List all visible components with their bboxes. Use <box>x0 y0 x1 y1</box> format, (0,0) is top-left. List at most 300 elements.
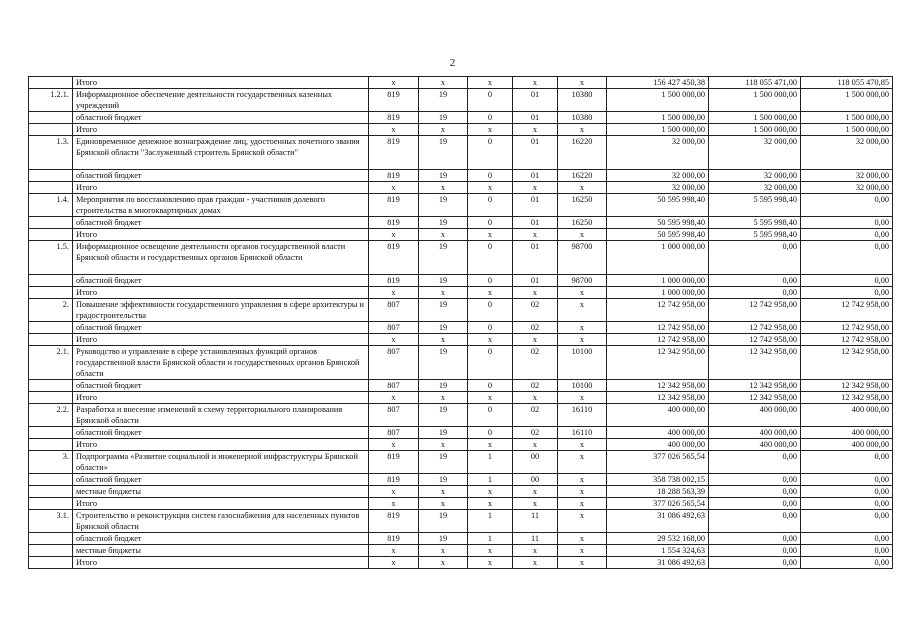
amount-year3-cell: 12 742 958,00 <box>801 334 893 346</box>
code-program-cell: x <box>419 124 468 136</box>
code-program-cell: 19 <box>419 322 468 334</box>
code-gp-cell: 807 <box>369 299 419 322</box>
row-name-cell: Итого <box>73 439 369 451</box>
code-program-cell: 19 <box>419 346 468 380</box>
row-number-cell <box>29 217 73 229</box>
amount-year2-cell: 400 000,00 <box>709 427 801 439</box>
amount-year1-cell: 156 427 450,38 <box>607 77 709 89</box>
amount-year1-cell: 18 288 563,39 <box>607 486 709 498</box>
code-program-cell: 19 <box>419 404 468 427</box>
amount-year1-cell: 12 342 958,00 <box>607 392 709 404</box>
amount-year3-cell: 12 342 958,00 <box>801 346 893 380</box>
amount-year3-cell: 1 500 000,00 <box>801 112 893 124</box>
amount-year3-cell: 0,00 <box>801 451 893 474</box>
amount-year3-cell: 0,00 <box>801 557 893 569</box>
code-subprogram-cell: 1 <box>468 533 513 545</box>
amount-year3-cell: 400 000,00 <box>801 404 893 427</box>
code-program-cell: x <box>419 392 468 404</box>
row-number-cell: 2.1. <box>29 346 73 380</box>
amount-year3-cell: 118 055 470,85 <box>801 77 893 89</box>
amount-year1-cell: 31 086 492,63 <box>607 510 709 533</box>
amount-year1-cell: 377 026 565,54 <box>607 498 709 510</box>
row-name-cell: Мероприятия по восстановлению прав граждан - участников долевого строительства в многоквартирных домах <box>73 194 369 217</box>
code-direction-cell: x <box>558 124 607 136</box>
code-program-cell: x <box>419 287 468 299</box>
code-gp-cell: 807 <box>369 427 419 439</box>
amount-year1-cell: 12 342 958,00 <box>607 346 709 380</box>
code-subprogram-cell: 1 <box>468 451 513 474</box>
amount-year3-cell: 0,00 <box>801 287 893 299</box>
row-number-cell <box>29 112 73 124</box>
code-gp-cell: 807 <box>369 404 419 427</box>
code-main-event-cell: x <box>513 334 558 346</box>
row-number-cell: 3.1. <box>29 510 73 533</box>
amount-year3-cell: 32 000,00 <box>801 182 893 194</box>
code-main-event-cell: x <box>513 486 558 498</box>
row-name-cell: Итого <box>73 334 369 346</box>
amount-year1-cell: 50 595 998,40 <box>607 229 709 241</box>
table-row <box>29 404 893 427</box>
amount-year2-cell: 32 000,00 <box>709 136 801 170</box>
code-gp-cell: x <box>369 182 419 194</box>
code-subprogram-cell: 0 <box>468 380 513 392</box>
table-row <box>29 217 893 229</box>
code-program-cell: x <box>419 439 468 451</box>
amount-year1-cell: 1 000 000,00 <box>607 241 709 275</box>
code-main-event-cell: x <box>513 229 558 241</box>
table-row <box>29 194 893 217</box>
amount-year2-cell: 0,00 <box>709 241 801 275</box>
code-direction-cell: x <box>558 229 607 241</box>
amount-year3-cell: 0,00 <box>801 241 893 275</box>
row-name-cell: областной бюджет <box>73 533 369 545</box>
table-row <box>29 533 893 545</box>
code-subprogram-cell: 0 <box>468 346 513 380</box>
amount-year2-cell: 400 000,00 <box>709 439 801 451</box>
row-name-cell: местные бюджеты <box>73 545 369 557</box>
row-name-cell: Итого <box>73 392 369 404</box>
code-main-event-cell: 01 <box>513 170 558 182</box>
amount-year1-cell: 29 532 168,00 <box>607 533 709 545</box>
table-row <box>29 124 893 136</box>
amount-year3-cell: 0,00 <box>801 510 893 533</box>
code-main-event-cell: 02 <box>513 322 558 334</box>
table-row <box>29 229 893 241</box>
code-program-cell: x <box>419 557 468 569</box>
code-gp-cell: 819 <box>369 533 419 545</box>
code-direction-cell: 98700 <box>558 241 607 275</box>
amount-year2-cell: 1 500 000,00 <box>709 89 801 112</box>
row-number-cell: 2. <box>29 299 73 322</box>
code-program-cell: 19 <box>419 194 468 217</box>
code-program-cell: 19 <box>419 533 468 545</box>
code-gp-cell: 819 <box>369 136 419 170</box>
code-main-event-cell: 00 <box>513 451 558 474</box>
amount-year2-cell: 0,00 <box>709 287 801 299</box>
code-gp-cell: 819 <box>369 275 419 287</box>
amount-year2-cell: 5 595 998,40 <box>709 194 801 217</box>
amount-year2-cell: 0,00 <box>709 486 801 498</box>
code-direction-cell: x <box>558 322 607 334</box>
row-name-cell: областной бюджет <box>73 217 369 229</box>
row-name-cell: Итого <box>73 77 369 89</box>
amount-year2-cell: 12 342 958,00 <box>709 392 801 404</box>
table-row <box>29 439 893 451</box>
code-gp-cell: x <box>369 392 419 404</box>
code-gp-cell: 819 <box>369 194 419 217</box>
code-subprogram-cell: 0 <box>468 112 513 124</box>
code-direction-cell: 16250 <box>558 194 607 217</box>
row-number-cell <box>29 77 73 89</box>
amount-year3-cell: 0,00 <box>801 498 893 510</box>
table-row <box>29 486 893 498</box>
table-row <box>29 557 893 569</box>
code-program-cell: 19 <box>419 170 468 182</box>
code-main-event-cell: 02 <box>513 346 558 380</box>
row-number-cell: 3. <box>29 451 73 474</box>
amount-year1-cell: 1 500 000,00 <box>607 89 709 112</box>
code-gp-cell: x <box>369 557 419 569</box>
code-direction-cell: x <box>558 510 607 533</box>
code-direction-cell: 10100 <box>558 380 607 392</box>
row-number-cell: 1.3. <box>29 136 73 170</box>
amount-year3-cell: 0,00 <box>801 474 893 486</box>
row-number-cell <box>29 124 73 136</box>
table-row <box>29 112 893 124</box>
code-subprogram-cell: 0 <box>468 299 513 322</box>
row-name-cell: областной бюджет <box>73 474 369 486</box>
amount-year3-cell: 32 000,00 <box>801 170 893 182</box>
row-name-cell: Единовременное денежное вознаграждение лиц, удостоенных почетного звания Брянской области "Заслуженный строитель Брянской области" <box>73 136 369 170</box>
amount-year1-cell: 32 000,00 <box>607 170 709 182</box>
amount-year1-cell: 358 738 002,15 <box>607 474 709 486</box>
amount-year2-cell: 0,00 <box>709 451 801 474</box>
row-name-cell: областной бюджет <box>73 427 369 439</box>
code-gp-cell: 819 <box>369 112 419 124</box>
code-program-cell: 19 <box>419 112 468 124</box>
code-main-event-cell: 01 <box>513 136 558 170</box>
code-subprogram-cell: 0 <box>468 136 513 170</box>
code-gp-cell: x <box>369 229 419 241</box>
code-subprogram-cell: 0 <box>468 275 513 287</box>
code-program-cell: x <box>419 77 468 89</box>
row-name-cell: Итого <box>73 182 369 194</box>
amount-year2-cell: 0,00 <box>709 510 801 533</box>
code-subprogram-cell: x <box>468 557 513 569</box>
code-subprogram-cell: x <box>468 124 513 136</box>
code-main-event-cell: 02 <box>513 299 558 322</box>
code-direction-cell: x <box>558 439 607 451</box>
budget-table <box>28 76 893 569</box>
row-name-cell: областной бюджет <box>73 170 369 182</box>
amount-year3-cell: 400 000,00 <box>801 427 893 439</box>
table-row <box>29 299 893 322</box>
code-direction-cell: x <box>558 557 607 569</box>
code-direction-cell: 10380 <box>558 112 607 124</box>
code-program-cell: 19 <box>419 427 468 439</box>
table-row <box>29 136 893 170</box>
row-number-cell <box>29 557 73 569</box>
code-program-cell: 19 <box>419 380 468 392</box>
code-subprogram-cell: 0 <box>468 217 513 229</box>
row-name-cell: Итого <box>73 557 369 569</box>
code-direction-cell: x <box>558 299 607 322</box>
amount-year2-cell: 0,00 <box>709 557 801 569</box>
table-row <box>29 510 893 533</box>
row-name-cell: областной бюджет <box>73 380 369 392</box>
code-main-event-cell: x <box>513 124 558 136</box>
amount-year2-cell: 12 342 958,00 <box>709 346 801 380</box>
code-gp-cell: x <box>369 498 419 510</box>
amount-year3-cell: 12 342 958,00 <box>801 392 893 404</box>
code-program-cell: 19 <box>419 451 468 474</box>
code-direction-cell: x <box>558 182 607 194</box>
code-direction-cell: x <box>558 392 607 404</box>
code-main-event-cell: x <box>513 498 558 510</box>
code-program-cell: 19 <box>419 510 468 533</box>
code-direction-cell: 16110 <box>558 404 607 427</box>
code-subprogram-cell: x <box>468 287 513 299</box>
code-direction-cell: x <box>558 533 607 545</box>
row-name-cell: Итого <box>73 498 369 510</box>
table-row <box>29 427 893 439</box>
table-row <box>29 346 893 380</box>
code-subprogram-cell: 0 <box>468 427 513 439</box>
code-subprogram-cell: 0 <box>468 404 513 427</box>
code-direction-cell: 16250 <box>558 217 607 229</box>
code-direction-cell: x <box>558 474 607 486</box>
code-main-event-cell: x <box>513 77 558 89</box>
code-main-event-cell: 11 <box>513 510 558 533</box>
table-row <box>29 241 893 275</box>
table-row <box>29 322 893 334</box>
row-name-cell: Строительство и реконструкция систем газоснабжения для населенных пунктов Брянской области <box>73 510 369 533</box>
row-number-cell <box>29 486 73 498</box>
code-program-cell: x <box>419 334 468 346</box>
code-subprogram-cell: x <box>468 392 513 404</box>
code-main-event-cell: 01 <box>513 241 558 275</box>
amount-year2-cell: 5 595 998,40 <box>709 229 801 241</box>
row-name-cell: Разработка и внесение изменений в схему территориального планирования Брянской области <box>73 404 369 427</box>
amount-year1-cell: 1 554 324,63 <box>607 545 709 557</box>
code-direction-cell: 16110 <box>558 427 607 439</box>
code-gp-cell: x <box>369 124 419 136</box>
code-gp-cell: x <box>369 287 419 299</box>
amount-year2-cell: 32 000,00 <box>709 182 801 194</box>
code-gp-cell: x <box>369 545 419 557</box>
amount-year1-cell: 400 000,00 <box>607 439 709 451</box>
row-name-cell: Повышение эффективности государственного управления в сфере архитектуры и градостроительства <box>73 299 369 322</box>
code-subprogram-cell: 0 <box>468 194 513 217</box>
code-gp-cell: 819 <box>369 474 419 486</box>
row-number-cell <box>29 334 73 346</box>
code-main-event-cell: 02 <box>513 427 558 439</box>
code-main-event-cell: 02 <box>513 380 558 392</box>
code-gp-cell: 807 <box>369 322 419 334</box>
amount-year2-cell: 118 055 471,00 <box>709 77 801 89</box>
row-number-cell <box>29 533 73 545</box>
amount-year1-cell: 31 086 492,63 <box>607 557 709 569</box>
row-number-cell <box>29 498 73 510</box>
table-row <box>29 77 893 89</box>
row-name-cell: Итого <box>73 229 369 241</box>
code-main-event-cell: 01 <box>513 217 558 229</box>
row-number-cell <box>29 439 73 451</box>
amount-year3-cell: 0,00 <box>801 533 893 545</box>
row-name-cell: областной бюджет <box>73 322 369 334</box>
table-row <box>29 392 893 404</box>
code-direction-cell: x <box>558 545 607 557</box>
amount-year1-cell: 400 000,00 <box>607 404 709 427</box>
amount-year3-cell: 1 500 000,00 <box>801 124 893 136</box>
code-main-event-cell: x <box>513 182 558 194</box>
code-direction-cell: x <box>558 334 607 346</box>
table-row <box>29 275 893 287</box>
code-subprogram-cell: x <box>468 498 513 510</box>
code-program-cell: 19 <box>419 241 468 275</box>
row-name-cell: Руководство и управление в сфере установленных функций органов государственной власти Брянской области и государственных органов Брянской области <box>73 346 369 380</box>
code-subprogram-cell: 0 <box>468 89 513 112</box>
code-program-cell: 19 <box>419 136 468 170</box>
code-subprogram-cell: x <box>468 334 513 346</box>
row-name-cell: Итого <box>73 124 369 136</box>
amount-year2-cell: 400 000,00 <box>709 404 801 427</box>
amount-year1-cell: 377 026 565,54 <box>607 451 709 474</box>
code-program-cell: 19 <box>419 299 468 322</box>
code-main-event-cell: 11 <box>513 533 558 545</box>
row-number-cell <box>29 474 73 486</box>
code-program-cell: 19 <box>419 474 468 486</box>
code-program-cell: x <box>419 486 468 498</box>
code-direction-cell: 10100 <box>558 346 607 380</box>
amount-year3-cell: 12 342 958,00 <box>801 380 893 392</box>
code-program-cell: x <box>419 498 468 510</box>
amount-year2-cell: 12 742 958,00 <box>709 299 801 322</box>
code-subprogram-cell: x <box>468 486 513 498</box>
amount-year3-cell: 32 000,00 <box>801 136 893 170</box>
row-name-cell: областной бюджет <box>73 112 369 124</box>
table-row <box>29 545 893 557</box>
table-row <box>29 334 893 346</box>
amount-year2-cell: 12 342 958,00 <box>709 380 801 392</box>
row-number-cell: 1.2.1. <box>29 89 73 112</box>
code-subprogram-cell: 0 <box>468 170 513 182</box>
table-row <box>29 380 893 392</box>
code-main-event-cell: x <box>513 287 558 299</box>
row-name-cell: областной бюджет <box>73 275 369 287</box>
amount-year2-cell: 12 742 958,00 <box>709 334 801 346</box>
row-number-cell <box>29 427 73 439</box>
amount-year3-cell: 0,00 <box>801 275 893 287</box>
code-subprogram-cell: 1 <box>468 474 513 486</box>
code-gp-cell: 819 <box>369 241 419 275</box>
table-row <box>29 498 893 510</box>
amount-year3-cell: 0,00 <box>801 545 893 557</box>
code-subprogram-cell: 0 <box>468 322 513 334</box>
amount-year3-cell: 0,00 <box>801 486 893 498</box>
code-main-event-cell: 01 <box>513 275 558 287</box>
code-main-event-cell: x <box>513 439 558 451</box>
code-direction-cell: x <box>558 498 607 510</box>
amount-year1-cell: 400 000,00 <box>607 427 709 439</box>
code-subprogram-cell: 1 <box>468 510 513 533</box>
amount-year2-cell: 0,00 <box>709 533 801 545</box>
code-program-cell: x <box>419 229 468 241</box>
code-direction-cell: x <box>558 486 607 498</box>
code-gp-cell: 819 <box>369 217 419 229</box>
code-main-event-cell: x <box>513 392 558 404</box>
amount-year1-cell: 12 742 958,00 <box>607 322 709 334</box>
amount-year3-cell: 1 500 000,00 <box>801 89 893 112</box>
amount-year3-cell: 12 742 958,00 <box>801 299 893 322</box>
code-subprogram-cell: x <box>468 182 513 194</box>
code-direction-cell: 16220 <box>558 170 607 182</box>
row-number-cell <box>29 287 73 299</box>
row-number-cell <box>29 545 73 557</box>
amount-year3-cell: 400 000,00 <box>801 439 893 451</box>
table-row <box>29 287 893 299</box>
row-number-cell: 1.4. <box>29 194 73 217</box>
row-number-cell <box>29 392 73 404</box>
code-direction-cell: x <box>558 77 607 89</box>
amount-year2-cell: 32 000,00 <box>709 170 801 182</box>
code-gp-cell: 819 <box>369 451 419 474</box>
code-direction-cell: 16220 <box>558 136 607 170</box>
amount-year1-cell: 1 000 000,00 <box>607 275 709 287</box>
budget-table-body <box>29 77 893 569</box>
code-program-cell: 19 <box>419 275 468 287</box>
code-main-event-cell: 02 <box>513 404 558 427</box>
code-subprogram-cell: 0 <box>468 241 513 275</box>
amount-year1-cell: 1 500 000,00 <box>607 112 709 124</box>
code-gp-cell: 819 <box>369 89 419 112</box>
code-main-event-cell: 01 <box>513 194 558 217</box>
table-row <box>29 182 893 194</box>
code-gp-cell: x <box>369 334 419 346</box>
row-number-cell <box>29 322 73 334</box>
amount-year1-cell: 32 000,00 <box>607 182 709 194</box>
table-row <box>29 89 893 112</box>
code-program-cell: x <box>419 545 468 557</box>
code-direction-cell: 98700 <box>558 275 607 287</box>
code-program-cell: 19 <box>419 89 468 112</box>
amount-year3-cell: 0,00 <box>801 217 893 229</box>
code-main-event-cell: x <box>513 545 558 557</box>
code-gp-cell: x <box>369 439 419 451</box>
amount-year2-cell: 12 742 958,00 <box>709 322 801 334</box>
row-name-cell: Итого <box>73 287 369 299</box>
amount-year2-cell: 0,00 <box>709 545 801 557</box>
amount-year2-cell: 0,00 <box>709 498 801 510</box>
row-name-cell: Информационное освещение деятельности органов государственной власти Брянской области и государственных органов Брянской области <box>73 241 369 275</box>
code-gp-cell: 807 <box>369 346 419 380</box>
row-number-cell <box>29 229 73 241</box>
amount-year2-cell: 1 500 000,00 <box>709 112 801 124</box>
code-direction-cell: 10380 <box>558 89 607 112</box>
row-number-cell: 1.5. <box>29 241 73 275</box>
amount-year2-cell: 1 500 000,00 <box>709 124 801 136</box>
table-row <box>29 474 893 486</box>
row-number-cell <box>29 182 73 194</box>
code-main-event-cell: x <box>513 557 558 569</box>
code-gp-cell: 819 <box>369 170 419 182</box>
amount-year2-cell: 5 595 998,40 <box>709 217 801 229</box>
code-direction-cell: x <box>558 287 607 299</box>
amount-year1-cell: 50 595 998,40 <box>607 194 709 217</box>
amount-year1-cell: 1 500 000,00 <box>607 124 709 136</box>
amount-year3-cell: 12 742 958,00 <box>801 322 893 334</box>
row-name-cell: Информационное обеспечение деятельности государственных казенных учреждений <box>73 89 369 112</box>
